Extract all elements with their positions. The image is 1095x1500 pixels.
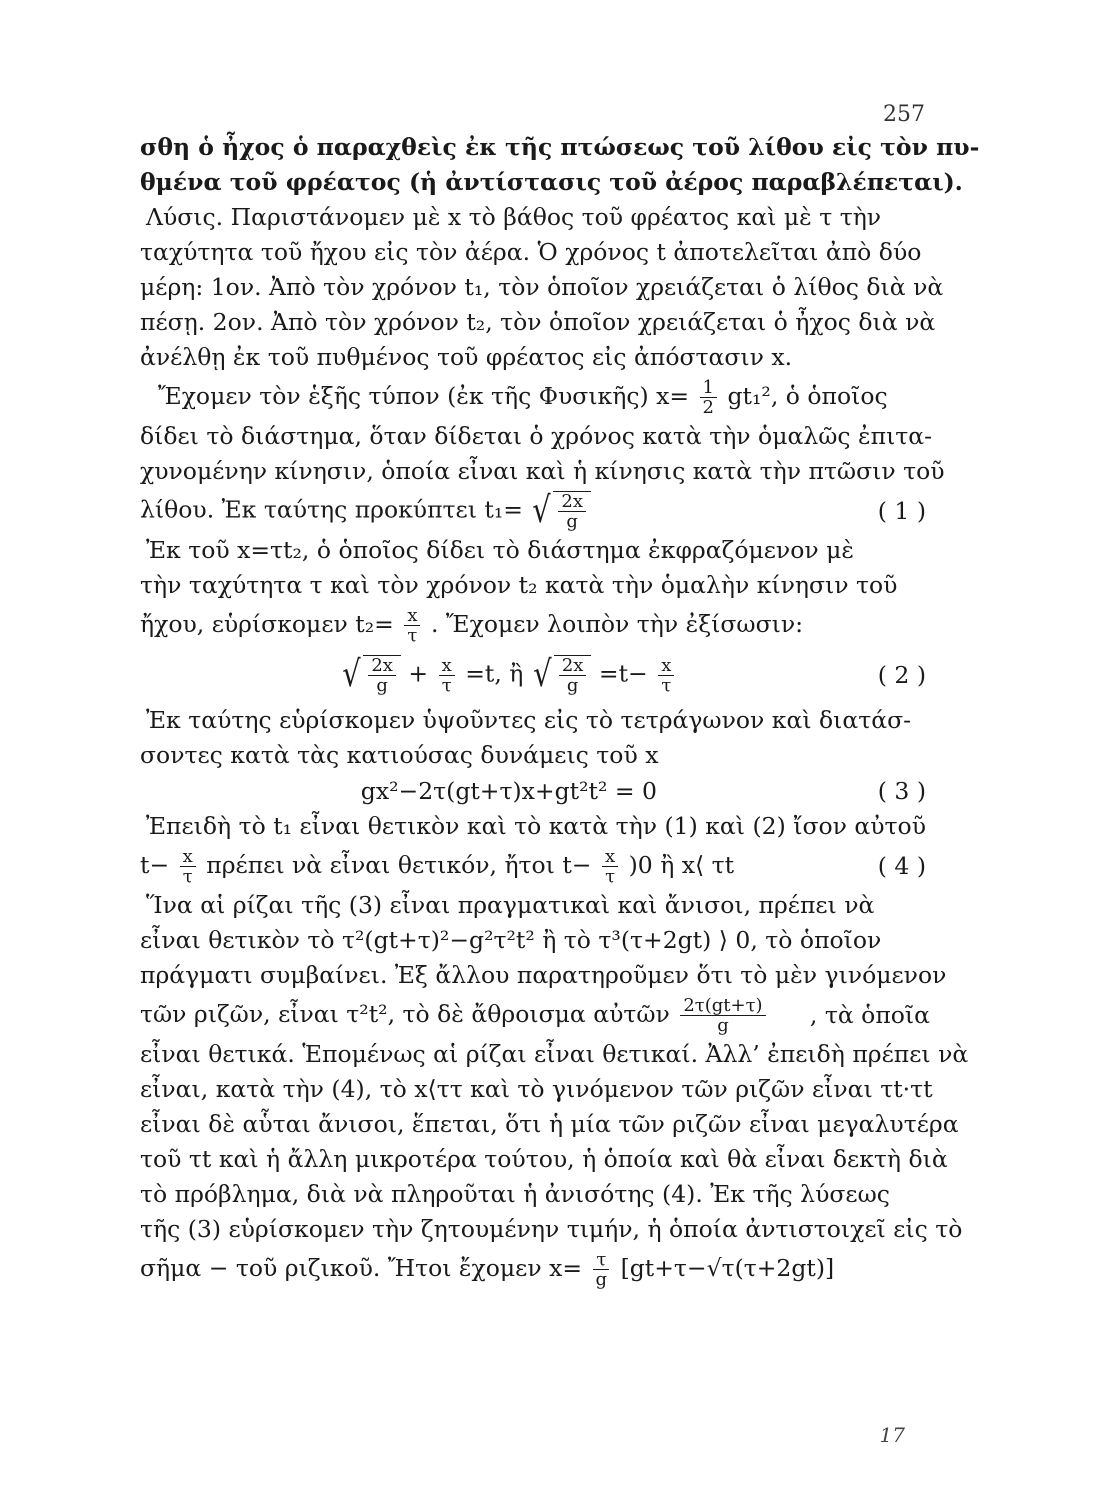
fraction-half: $\frac{1}{2}$ bbox=[700, 378, 717, 417]
formula-line-sum bbox=[140, 993, 930, 1037]
text-fragment: . Ἔχομεν λοιπὸν τὴν ἐξίσωσιν: bbox=[430, 609, 804, 638]
text-line: Ἐπειδὴ τὸ t₁ εἶναι θετικὸν καὶ τὸ κατὰ τὴν (1) καὶ (2) ἴσον αὐτοῦ bbox=[146, 812, 926, 840]
text-fragment: τῶν ριζῶν, εἶναι τ²t², τὸ δὲ ἄθροισμα αὐτῶν bbox=[140, 999, 670, 1028]
sqrt-2x-over-g: √ $\frac{2x}{g}$ bbox=[530, 491, 591, 531]
equation-label-2: ( 2 ) bbox=[877, 660, 926, 689]
text-line: ταχύτητα τοῦ ἤχου εἰς τὸν ἀέρα. Ὁ χρόνος t ἀποτελεῖται ἀπὸ δύο bbox=[140, 238, 922, 266]
text-fragment: Ἔχομεν τὸν ἑξῆς τύπον (ἐκ τῆς Φυσικῆς) x= bbox=[158, 381, 690, 410]
fraction-sum: $\frac{2\tau(gt+\tau)}{g}$ bbox=[680, 996, 765, 1035]
text-fragment: )0 ἢ x⟨ τt bbox=[628, 850, 735, 879]
formula-line-eq3 bbox=[140, 773, 930, 809]
text-line: εἶναι, κατὰ τὴν (4), τὸ x⟨ττ καὶ τὸ γινόμενον τῶν ριζῶν εἶναι τt·τt bbox=[140, 1075, 933, 1103]
text-line: πέσῃ. 2ον. Ἀπὸ τὸν χρόνον t₂, τὸν ὁποῖον χρειάζεται ὁ ἦχος διὰ νὰ bbox=[140, 308, 936, 336]
body-text bbox=[140, 130, 980, 1291]
formula-line-eq1 bbox=[140, 489, 930, 533]
equation-label-4: ( 4 ) bbox=[877, 851, 926, 880]
sqrt-2x-over-g: √ $\frac{2x}{g}$ bbox=[531, 655, 592, 695]
text-fragment: πρέπει νὰ εἶναι θετικόν, ἤτοι t− bbox=[206, 850, 592, 879]
fraction-2x-g: $\frac{2x}{g}$ bbox=[558, 492, 586, 531]
formula-line-final: σῆμα − τοῦ ριζικοῦ. Ἤτοι ἔχομεν x= $\frac{\tau}{g}$ [gt+τ−√τ(τ+2gt)] bbox=[140, 1248, 835, 1290]
text-line: σοντες κατὰ τὰς κατιούσας δυνάμεις τοῦ x bbox=[140, 741, 659, 769]
text-fragment: σῆμα − τοῦ ριζικοῦ. Ἤτοι ἔχομεν x= bbox=[140, 1253, 583, 1282]
text-line: Ἐκ τοῦ x=τt₂, ὁ ὁποῖος δίδει τὸ διάστημα ἐκφραζόμενον μὲ bbox=[146, 536, 855, 564]
text-fragment: gt₁², ὁ ὁποῖος bbox=[727, 381, 888, 410]
text-line: τοῦ τt καὶ ἡ ἄλλη μικροτέρα τούτου, ἡ ὁποία καὶ θὰ εἶναι δεκτὴ διὰ bbox=[140, 1145, 948, 1173]
formula-line-eq4: t− $\frac{x}{\tau}$ πρέπει νὰ εἶναι θετικόν, ἤτοι t− $\frac{x}{\tau}$ )0 ἢ x⟨ τt ( 4 ) bbox=[140, 844, 930, 888]
text-line: χυνομένην κίνησιν, ὁποία εἶναι καὶ ἡ κίνησις κατὰ τὴν πτῶσιν τοῦ bbox=[140, 457, 945, 485]
formula-line-free-fall bbox=[140, 375, 930, 419]
text-fragment: , τὰ ὁποῖα bbox=[809, 1000, 930, 1029]
text-line: σθη ὁ ἦχος ὁ παραχθεὶς ἐκ τῆς πτώσεως τοῦ λίθου εἰς τὸν πυ- bbox=[140, 133, 980, 161]
text-line: μέρη: 1ον. Ἀπὸ τὸν χρόνον t₁, τὸν ὁποῖον χρειάζεται ὁ λίθος διὰ νὰ bbox=[140, 273, 944, 301]
equation-label-1: ( 1 ) bbox=[877, 496, 926, 525]
text-line: εἶναι θετικά. Ἑπομένως αἱ ρίζαι εἶναι θετικαί. Ἀλλ’ ἐπειδὴ πρέπει νὰ bbox=[140, 1040, 969, 1068]
text-line: τῆς (3) εὑρίσκομεν τὴν ζητουμένην τιμήν, ἡ ὁποία ἀντιστοιχεῖ εἰς τὸ bbox=[140, 1215, 963, 1243]
text-line: Ἐκ ταύτης εὑρίσκομεν ὑψοῦντες εἰς τὸ τετράγωνον καὶ διατάσ- bbox=[146, 706, 912, 734]
text-line: εἶναι θετικὸν τὸ τ²(gt+τ)²−g²τ²t² ἢ τὸ τ³(τ+2gt) ⟩ 0, τὸ ὁποῖον bbox=[140, 926, 882, 954]
formula-line-t2 bbox=[140, 603, 930, 647]
text-line: εἶναι δὲ αὗται ἄνισοι, ἕπεται, ὅτι ἡ μία τῶν ριζῶν εἶναι μεγαλυτέρα bbox=[140, 1110, 959, 1138]
text-fragment: ἤχου, εὑρίσκομεν t₂= bbox=[140, 609, 394, 638]
final-expression: [gt+τ−√τ(τ+2gt)] bbox=[620, 1253, 835, 1282]
text-line: τὸ πρόβλημα, διὰ νὰ πληροῦται ἡ ἀνισότης (4). Ἐκ τῆς λύσεως bbox=[140, 1180, 890, 1208]
text-line: ἀνέλθῃ ἐκ τοῦ πυθμένος τοῦ φρέατος εἰς ἀπόστασιν x. bbox=[140, 343, 793, 371]
text-line: πράγματι συμβαίνει. Ἐξ ἄλλου παρατηροῦμεν ὅτι τὸ μὲν γινόμενον bbox=[140, 961, 947, 989]
text-line: Λύσις. Παριστάνομεν μὲ x τὸ βάθος τοῦ φρέατος καὶ μὲ τ τὴν bbox=[146, 203, 882, 231]
text-line: Ἵνα αἱ ρίζαι τῆς (3) εἶναι πραγματικαὶ καὶ ἄνισοι, πρέπει νὰ bbox=[146, 891, 875, 919]
text-line: δίδει τὸ διάστημα, ὅταν δίδεται ὁ χρόνος κατὰ τὴν ὁμαλῶς ἐπιτα- bbox=[140, 422, 933, 450]
text-line: θμένα τοῦ φρέατος (ἡ ἀντίστασις τοῦ ἀέρος παραβλέπεται). bbox=[140, 168, 963, 196]
text-line: τὴν ταχύτητα τ καὶ τὸν χρόνον t₂ κατὰ τὴν ὁμαλὴν κίνησιν τοῦ bbox=[140, 571, 898, 599]
formula-line-eq2: √ $\frac{2x}{g}$ + $\frac{x}{\tau}$ =t, ἢ √ $\frac{2x}{g}$ =t− $\frac{x}{\tau}$ ( 2 ) bbox=[140, 647, 930, 703]
signature-mark: 17 bbox=[879, 1423, 905, 1447]
text-fragment: λίθου. Ἐκ ταύτης προκύπτει t₁= bbox=[140, 495, 523, 524]
quadratic-equation: gx²−2τ(gt+τ)x+gt²t² = 0 bbox=[360, 776, 657, 805]
sqrt-2x-over-g: √ $\frac{2x}{g}$ bbox=[340, 655, 401, 695]
page-number: 257 bbox=[883, 102, 925, 127]
fraction-x-tau: $\frac{x}{\tau}$ bbox=[404, 606, 420, 645]
equation-label-3: ( 3 ) bbox=[877, 776, 926, 805]
